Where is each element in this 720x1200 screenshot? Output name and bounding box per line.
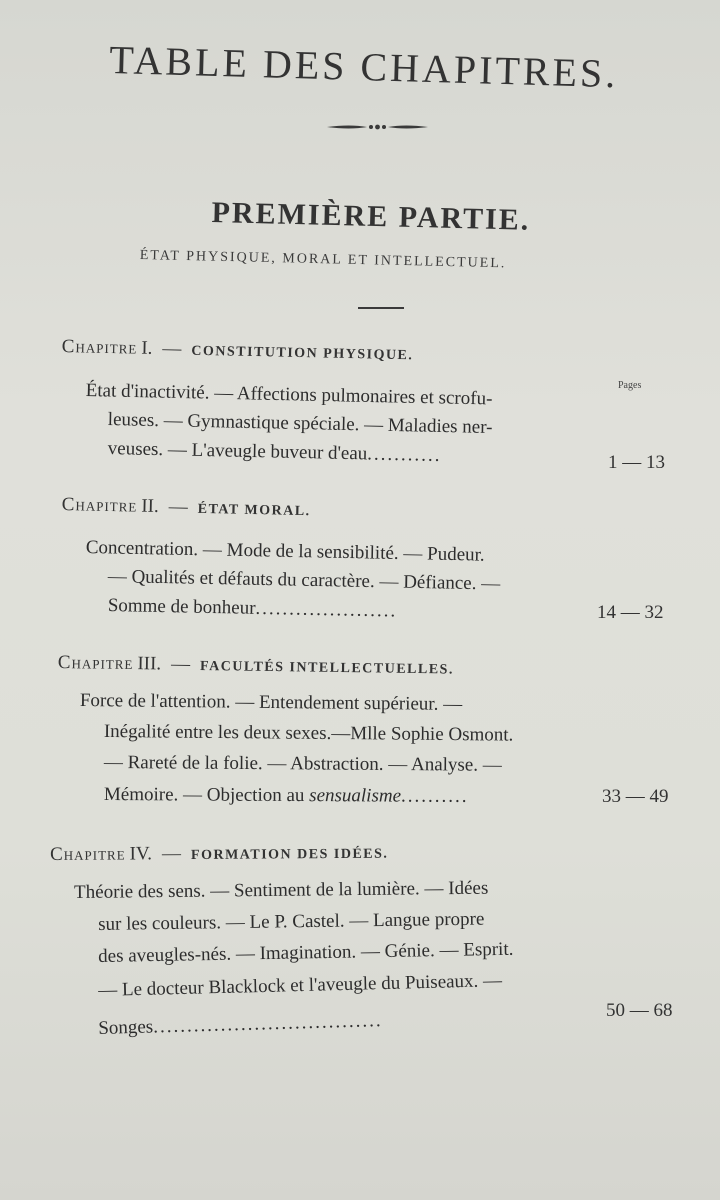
dot-leader: .......... <box>400 785 469 807</box>
chapter-3-line-4 <box>104 784 469 808</box>
chapter-3-line-2: Inégalité entre les deux sexes.—Mlle Sophie Osmont. <box>103 721 514 746</box>
dot-leader: .................................. <box>152 1010 383 1038</box>
chapter-3-line-1: Force de l'attention. — Entendement supérieur. — <box>79 690 463 716</box>
part-title: PREMIÈRE PARTIE. <box>211 196 531 237</box>
chapter-3-italic-word: sensualisme <box>309 785 402 807</box>
chapter-2-line-1: Concentration. — Mode de la sensibilité. — Pudeur. <box>85 537 485 566</box>
dot-leader: ..................... <box>255 597 398 622</box>
chapter-1-pages: 1 — 13 <box>608 452 665 473</box>
chapter-label: Chapitre <box>57 652 134 675</box>
chapter-name: FORMATION DES IDÉES. <box>190 846 389 864</box>
chapter-number: IV. <box>129 843 153 865</box>
chapter-3-line-4-text: Mémoire. — Objection au <box>103 784 305 807</box>
page-title: TABLE DES CHAPITRES. <box>108 36 619 97</box>
chapter-4-line-3: des aveugles-nés. — Imagination. — Génie. — Esprit. <box>98 938 514 967</box>
chapter-2-heading[interactable] <box>62 494 311 521</box>
chapter-4-line-1: Théorie des sens. — Sentiment de la lumière. — Idées <box>74 877 489 903</box>
dot-leader: ........... <box>367 443 442 466</box>
chapter-2-pages: 14 — 32 <box>597 602 664 623</box>
pages-column-label: Pages <box>618 380 642 391</box>
part-subtitle: ÉTAT PHYSIQUE, MORAL ET INTELLECTUEL. <box>139 248 507 272</box>
chapter-name: ÉTAT MORAL. <box>197 501 311 520</box>
chapter-1-line-1: État d'inactivité. — Affections pulmonaires et scrofu- <box>85 380 493 410</box>
chapter-1-line-3 <box>108 438 442 467</box>
chapter-4-heading[interactable] <box>50 842 388 866</box>
chapter-2-line-3 <box>108 595 398 623</box>
chapter-3-heading[interactable] <box>58 652 454 680</box>
chapter-dash: — <box>162 338 182 360</box>
chapter-dash: — <box>168 496 188 518</box>
chapter-1-line-3-text: veuses. — L'aveugle buveur d'eau <box>107 438 368 465</box>
chapter-label: Chapitre <box>61 494 138 517</box>
chapter-3-pages: 33 — 49 <box>602 786 669 807</box>
chapter-4-line-5-text: Songes <box>98 1016 154 1039</box>
chapter-4-line-4: — Le docteur Blacklock et l'aveugle du Puiseaux. — <box>98 970 503 1001</box>
chapter-2-line-2: — Qualités et défauts du caractère. — Défiance. — <box>107 566 501 595</box>
chapter-1-line-2: leuses. — Gymnastique spéciale. — Maladies ner- <box>107 409 493 439</box>
section-rule <box>358 307 404 309</box>
ornament-divider-icon <box>325 120 430 134</box>
chapter-dash: — <box>170 653 191 675</box>
chapter-number: I. <box>141 337 153 359</box>
chapter-4-line-5 <box>98 1010 383 1040</box>
chapter-4-pages: 50 — 68 <box>606 1000 673 1021</box>
chapter-number: II. <box>141 495 159 518</box>
chapter-name: CONSTITUTION PHYSIQUE. <box>191 343 414 364</box>
chapter-dash: — <box>161 843 182 865</box>
chapter-label: Chapitre <box>61 336 138 359</box>
chapter-name: FACULTÉS INTELLECTUELLES. <box>200 658 455 678</box>
chapter-1-heading[interactable] <box>62 336 414 365</box>
chapter-4-line-2: sur les couleurs. — Le P. Castel. — Langue propre <box>98 908 485 935</box>
chapter-2-line-3-text: Somme de bonheur <box>107 595 256 619</box>
chapter-3-line-3: — Rareté de la folie. — Abstraction. — Analyse. — <box>103 752 502 776</box>
chapter-label: Chapitre <box>50 843 126 865</box>
chapter-number: III. <box>137 653 162 675</box>
